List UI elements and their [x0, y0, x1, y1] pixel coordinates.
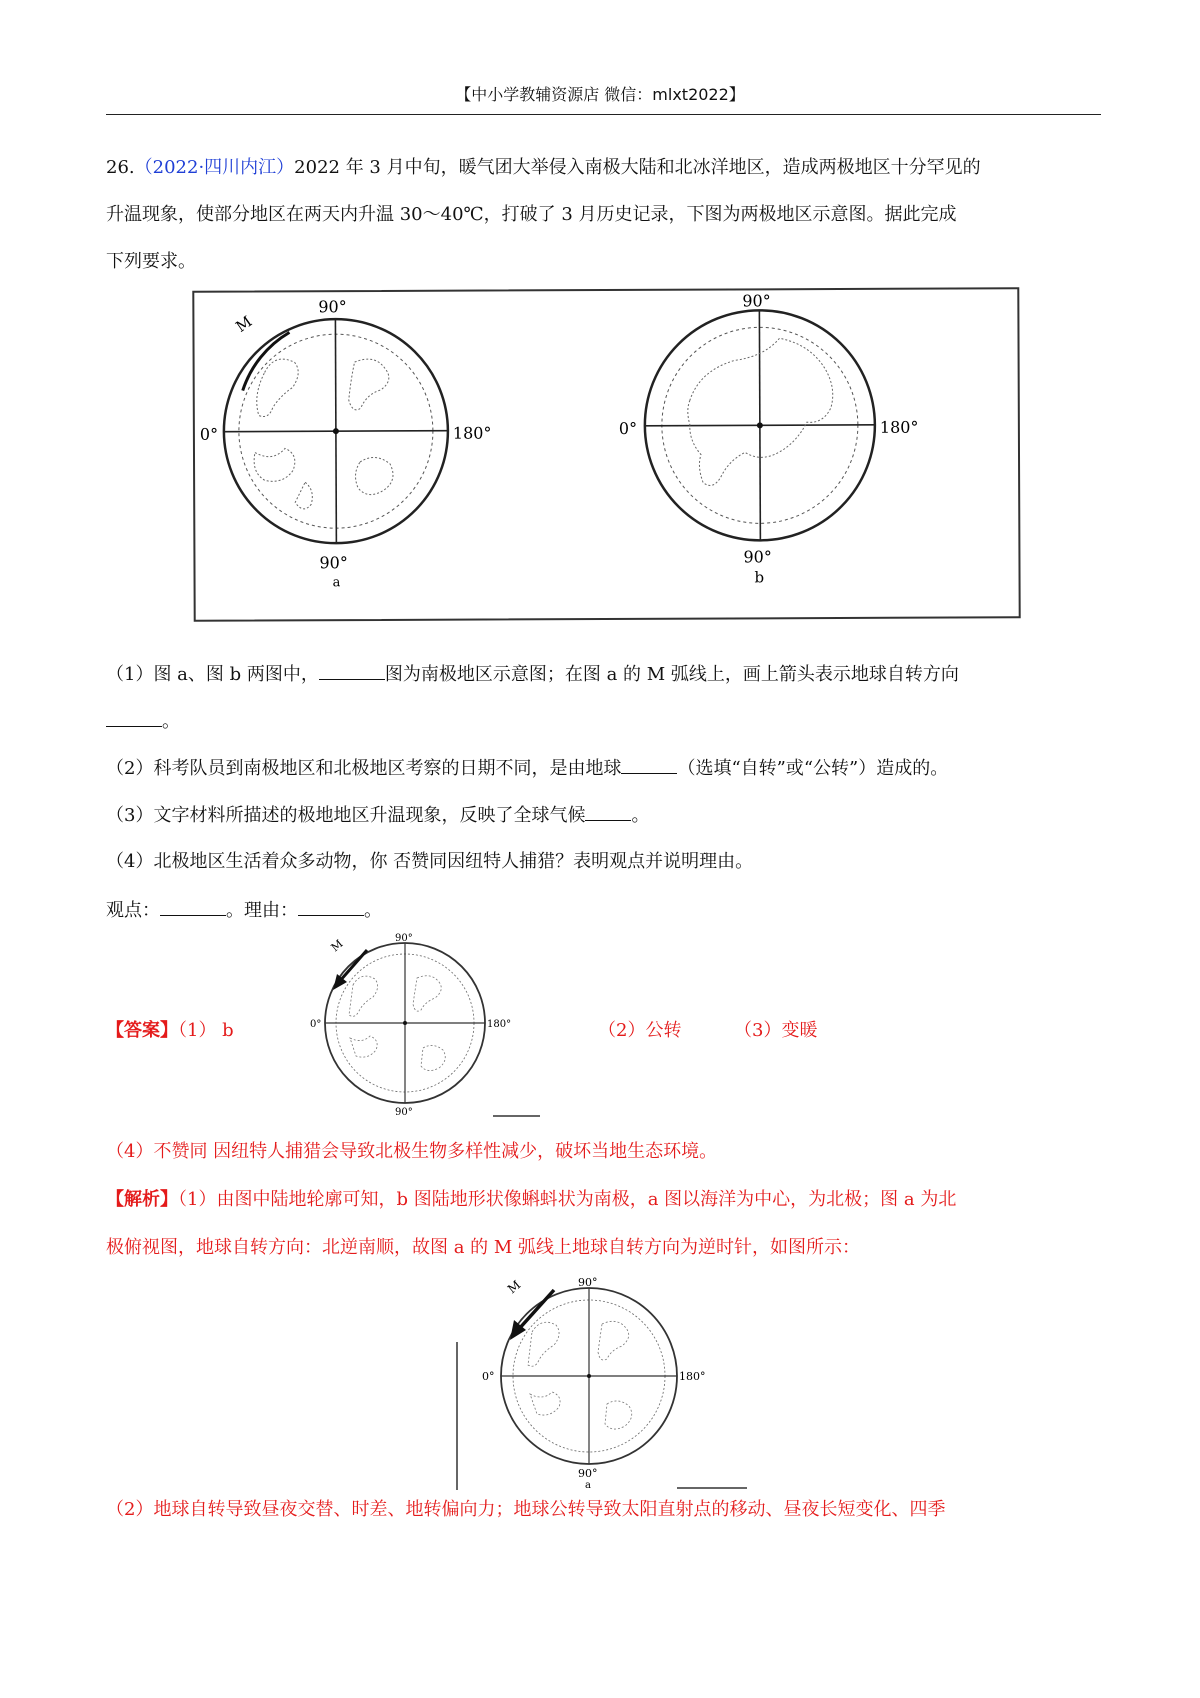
q4-reason-blank[interactable] — [298, 897, 364, 916]
sub-question-1-cont: 。 — [106, 708, 180, 734]
sub-question-3: （3）文字材料所描述的极地地区升温现象，反映了全球气候 。 — [106, 802, 649, 828]
header-divider — [106, 114, 1101, 115]
q2-blank[interactable] — [621, 755, 677, 774]
map-a-right-label: 180° — [452, 423, 492, 443]
map-a-arc-label: M — [232, 312, 256, 336]
analysis-line-1: 【解析】（1）由图中陆地轮廓可知，b 图陆地形状像蝌蚪状为南极，a 图以海洋为中心，为北极；图 a 为北 — [106, 1189, 957, 1210]
question-line-3: 下列要求。 — [106, 251, 196, 272]
analysis-map-arc-label: M — [504, 1277, 524, 1297]
answer-4: （4）不赞同 因纽特人捕猎会导致北极生物多样性减少，破坏当地生态环境。 — [106, 1141, 718, 1162]
map-a-caption: a — [332, 575, 341, 591]
answer-label: 【答案】 — [106, 1020, 178, 1041]
sub-question-1: （1）图 a、图 b 两图中， 图为南极地区示意图；在图 a 的 M 弧线上，画上箭头表示地球自转方向 — [106, 661, 959, 687]
answer-map-right: 180° — [487, 1019, 512, 1030]
answer-map-top: 90° — [395, 933, 413, 944]
q3-blank[interactable] — [585, 802, 631, 821]
analysis-map-right: 180° — [679, 1370, 706, 1383]
analysis-line-2: 极俯视图，地球自转方向：北逆南顺，故图 a 的 M 弧线上地球自转方向为逆时针，如图所示： — [106, 1237, 861, 1258]
answer-map-left: 0° — [310, 1019, 322, 1030]
question-line-2: 升温现象，使部分地区在两天内升温 30～40℃，打破了 3 月历史记录，下图为两极地区示意图。据此完成 — [106, 204, 957, 225]
answer-2: （2）公转 — [598, 1020, 682, 1041]
analysis-map-top: 90° — [578, 1276, 598, 1289]
analysis-map-caption: a — [585, 1480, 591, 1491]
question-number: 26. — [106, 157, 135, 178]
sub-question-4: （4）北极地区生活着众多动物，你 否赞同因纽特人捕猎？表明观点并说明理由。 — [106, 851, 754, 872]
q4-view-blank[interactable] — [160, 897, 226, 916]
analysis-map-a — [452, 1272, 752, 1492]
map-a — [199, 297, 492, 591]
question-line-1 — [106, 156, 981, 180]
map-b-top-label: 90° — [742, 291, 771, 311]
map-b-right-label: 180° — [879, 417, 919, 437]
analysis-line-3: （2）地球自转导致昼夜交替、时差、地转偏向力；地球公转导致太阳直射点的移动、昼夜长短变化、四季 — [106, 1499, 946, 1520]
map-a-left-label: 0° — [199, 424, 219, 444]
map-b-bottom-label: 90° — [743, 547, 772, 567]
q1-blank-1[interactable] — [319, 661, 385, 680]
analysis-label: 【解析】 — [106, 1189, 178, 1210]
map-b — [618, 291, 919, 587]
question-text-1: 2022 年 3 月中旬，暖气团大举侵入南极大陆和北冰洋地区，造成两极地区十分罕见的 — [294, 157, 981, 178]
answer-line-1 — [106, 1019, 234, 1043]
sub-question-4-answer-line: 观点： 。理由： 。 — [106, 897, 382, 923]
answer-3: （3）变暖 — [734, 1020, 818, 1041]
q1-blank-2[interactable] — [106, 708, 162, 727]
answer-map-a — [305, 930, 545, 1120]
answer-map-arc-label: M — [328, 937, 346, 955]
polar-maps-figure — [192, 287, 1020, 622]
page-header: 【中小学教辅资源店 微信：mlxt2022】 — [455, 85, 745, 104]
map-b-left-label: 0° — [618, 418, 638, 438]
answer-map-bottom: 90° — [395, 1107, 413, 1118]
analysis-map-left: 0° — [482, 1370, 495, 1383]
sub-question-2: （2）科考队员到南极地区和北极地区考察的日期不同，是由地球 （选填“自转”或“公转”）造成的。 — [106, 755, 948, 781]
answer-1: （1） b — [178, 1020, 234, 1041]
question-source: （2022·四川内江） — [134, 157, 295, 178]
polar-maps-svg — [194, 289, 1018, 620]
map-a-top-label: 90° — [318, 297, 347, 317]
analysis-map-bottom: 90° — [578, 1467, 598, 1480]
map-a-bottom-label: 90° — [319, 553, 348, 573]
map-b-caption: b — [754, 568, 765, 587]
